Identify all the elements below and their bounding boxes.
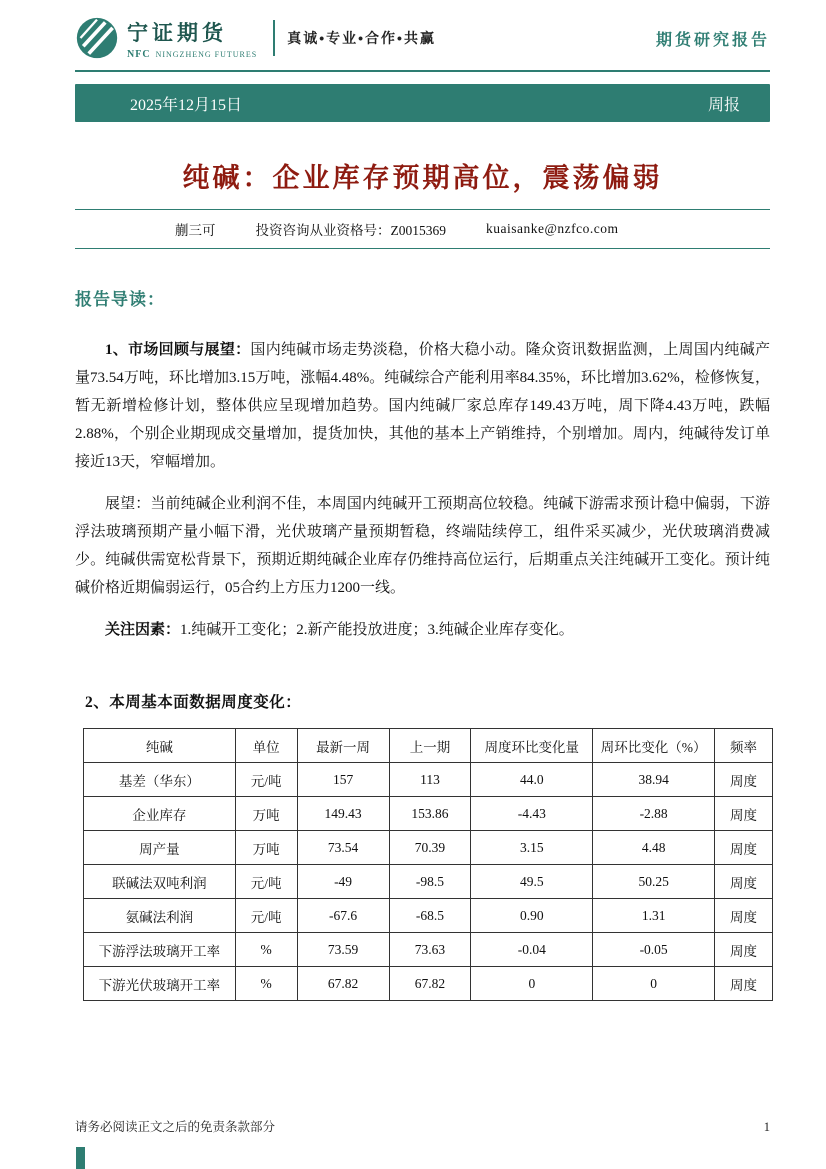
table-cell: 元/吨	[235, 899, 297, 933]
footer-corner-mark	[76, 1147, 85, 1169]
table-header-cell: 最新一周	[297, 729, 389, 763]
author-name: 蒯三可	[175, 223, 216, 238]
table-cell: -4.43	[471, 797, 593, 831]
table-cell: -2.88	[593, 797, 715, 831]
guide-paragraph-outlook	[75, 490, 770, 602]
table-body	[84, 763, 773, 1001]
table-cell: 周度	[715, 831, 773, 865]
footer	[75, 1117, 770, 1135]
table-cell: 67.82	[389, 967, 471, 1001]
report-type-label: 期货研究报告	[655, 31, 770, 49]
table-cell: -68.5	[389, 899, 471, 933]
footer-disclaimer: 请务必阅读正文之后的免责条款部分	[75, 1120, 276, 1134]
nfc-logo-mark-icon	[75, 16, 119, 60]
table-cell: 73.63	[389, 933, 471, 967]
table-row	[84, 899, 773, 933]
logo-text	[127, 17, 257, 60]
header	[75, 0, 770, 72]
table-header-cell: 纯碱	[84, 729, 236, 763]
paragraph-text: 当前纯碱企业利润不佳，本周国内纯碱开工预期高位较稳。纯碱下游需求预计稳中偏弱，下游浮法玻璃预期产量小幅下滑，光伏玻璃产量预期暂稳，终端陆续停工，组件采买减少，光伏玻璃消费减少。纯碱供需宽松背景下，预期近期纯碱企业库存仍维持高位运行，后期重点关注纯碱开工变化。预计纯碱价格近期偏弱运行，05合约上方压力1200一线。	[75, 496, 770, 596]
page-number: 1	[763, 1120, 770, 1134]
table-header-row	[84, 729, 773, 763]
table-cell: -0.04	[471, 933, 593, 967]
table-cell: 0	[471, 967, 593, 1001]
table-cell: 157	[297, 763, 389, 797]
table-row	[84, 933, 773, 967]
table-cell: 70.39	[389, 831, 471, 865]
table-cell: 1.31	[593, 899, 715, 933]
table-cell: 周度	[715, 763, 773, 797]
table-row	[84, 967, 773, 1001]
table-cell: -49	[297, 865, 389, 899]
paragraph-lead: 1、市场回顾与展望：	[105, 342, 251, 358]
table-cell: 73.59	[297, 933, 389, 967]
table-cell: 下游光伏玻璃开工率	[84, 967, 236, 1001]
table-header-cell: 单位	[235, 729, 297, 763]
table-cell: 73.54	[297, 831, 389, 865]
data-section-heading: 2、本周基本面数据周度变化：	[85, 694, 302, 711]
author-email[interactable]: kuaisanke@nzfco.com	[486, 221, 619, 236]
table-cell: 67.82	[297, 967, 389, 1001]
brand-tagline: 真诚•专业•合作•共赢	[287, 30, 436, 46]
table-cell: 0	[593, 967, 715, 1001]
logo-en-full: NINGZHENG FUTURES	[155, 49, 258, 59]
byline	[75, 209, 770, 249]
table-cell: 周度	[715, 933, 773, 967]
table-cell: 氨碱法利润	[84, 899, 236, 933]
table-cell: %	[235, 967, 297, 1001]
brand-block	[75, 16, 436, 60]
table-cell: 周度	[715, 865, 773, 899]
logo-en-abbr: NFC	[127, 48, 151, 60]
table-cell: 3.15	[471, 831, 593, 865]
logo-en-name	[127, 49, 257, 60]
report-title: 纯碱：企业库存预期高位，震荡偏弱	[182, 163, 663, 193]
table-cell: 49.5	[471, 865, 593, 899]
table-header-cell: 频率	[715, 729, 773, 763]
table-cell: 周度	[715, 899, 773, 933]
table-cell: 149.43	[297, 797, 389, 831]
table-cell: -67.6	[297, 899, 389, 933]
report-date: 2025年12月15日	[130, 96, 243, 114]
guide-paragraph-market-review	[75, 336, 770, 476]
table-cell: 4.48	[593, 831, 715, 865]
author-qualification: 投资咨询从业资格号：Z0015369	[255, 223, 446, 238]
table-cell: 38.94	[593, 763, 715, 797]
table-cell: 企业库存	[84, 797, 236, 831]
table-cell: 万吨	[235, 831, 297, 865]
table-cell: 下游浮法玻璃开工率	[84, 933, 236, 967]
table-cell: 周度	[715, 967, 773, 1001]
table-cell: 元/吨	[235, 763, 297, 797]
table-cell: 基差（华东）	[84, 763, 236, 797]
table-header-cell: 周环比变化（%）	[593, 729, 715, 763]
table-header-cell: 周度环比变化量	[471, 729, 593, 763]
table-cell: 44.0	[471, 763, 593, 797]
table-cell: %	[235, 933, 297, 967]
date-banner	[75, 84, 770, 122]
report-frequency-label: 周报	[707, 96, 740, 114]
table-row	[84, 797, 773, 831]
table-cell: 113	[389, 763, 471, 797]
paragraph-lead: 展望：	[105, 496, 151, 512]
paragraph-text: 国内纯碱市场走势淡稳，价格大稳小动。隆众资讯数据监测，上周国内纯碱产量73.54万吨，环比增加3.15万吨，涨幅4.48%。纯碱综合产能利用率84.35%，环比增加3.62%，检修恢复，暂无新增检修计划，整体供应呈现增加趋势。国内纯碱厂家总库存149.43万吨，周下降4.43万吨，跌幅2.88%，个别企业期现成交量增加，提货加快，其他的基本上产销维持，个别增加。周内，纯碱待发订单接近13天，窄幅增加。	[75, 342, 770, 470]
table-cell: 周产量	[84, 831, 236, 865]
table-cell: 0.90	[471, 899, 593, 933]
fundamentals-table	[83, 728, 773, 1001]
table-cell: 联碱法双吨利润	[84, 865, 236, 899]
table-row	[84, 763, 773, 797]
header-divider-bar	[273, 20, 275, 56]
logo-cn-name: 宁证期货	[127, 20, 227, 45]
paragraph-text: 1.纯碱开工变化；2.新产能投放进度；3.纯碱企业库存变化。	[180, 622, 574, 638]
table-row	[84, 865, 773, 899]
guide-paragraph-focus-factors	[75, 616, 770, 644]
table-row	[84, 831, 773, 865]
table-cell: 周度	[715, 797, 773, 831]
paragraph-lead: 关注因素：	[105, 622, 181, 638]
table-cell: -0.05	[593, 933, 715, 967]
table-cell: 153.86	[389, 797, 471, 831]
table-cell: 万吨	[235, 797, 297, 831]
guide-heading: 报告导读：	[75, 290, 165, 309]
table-cell: -98.5	[389, 865, 471, 899]
table-cell: 50.25	[593, 865, 715, 899]
table-header-cell: 上一期	[389, 729, 471, 763]
table-cell: 元/吨	[235, 865, 297, 899]
